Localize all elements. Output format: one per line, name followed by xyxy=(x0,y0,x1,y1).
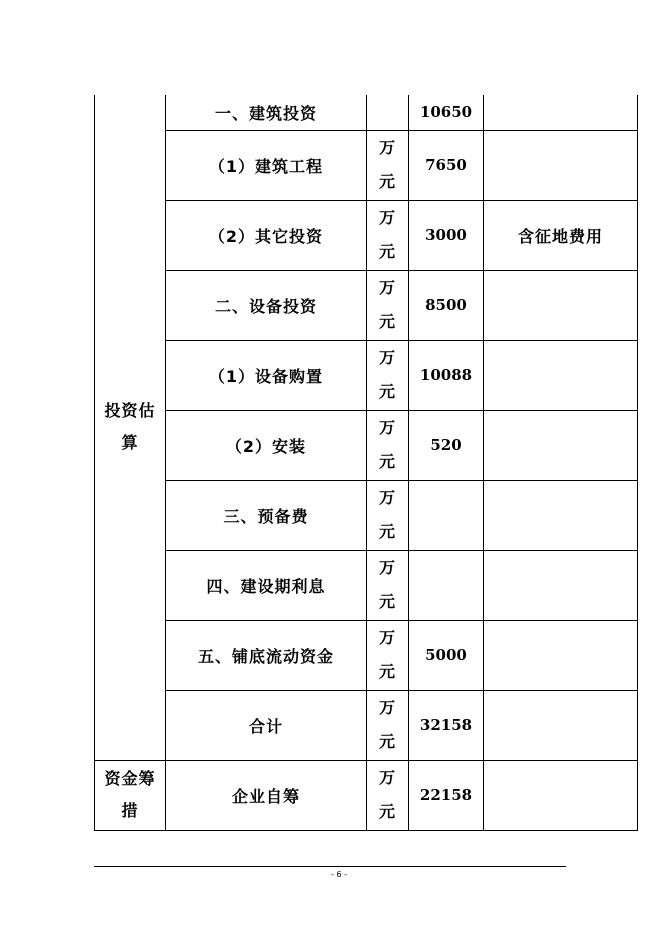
footer-divider xyxy=(94,866,566,867)
value-cell: 8500 xyxy=(409,270,484,340)
investment-table xyxy=(94,95,638,831)
unit-cell: 万元 xyxy=(367,690,409,760)
table-row xyxy=(95,410,638,480)
item-cell: 二、设备投资 xyxy=(166,270,367,340)
item-cell: 四、建设期利息 xyxy=(166,550,367,620)
unit-cell: 万元 xyxy=(367,480,409,550)
table-row xyxy=(95,270,638,340)
unit-cell: 万元 xyxy=(367,760,409,830)
value-cell: 10088 xyxy=(409,340,484,410)
table-row xyxy=(95,480,638,550)
item-cell: （2）其它投资 xyxy=(166,200,367,270)
unit-cell xyxy=(367,95,409,130)
item-cell: 三、预备费 xyxy=(166,480,367,550)
category-cell-investment: 投资估算 xyxy=(95,95,166,760)
item-cell: （1）设备购置 xyxy=(166,340,367,410)
unit-cell: 万元 xyxy=(367,550,409,620)
category-cell-funding: 资金筹措 xyxy=(95,760,166,830)
unit-cell: 万元 xyxy=(367,200,409,270)
item-cell: （2）安装 xyxy=(166,410,367,480)
page-number: - 6 - xyxy=(331,870,347,879)
item-cell: 一、建筑投资 xyxy=(166,95,367,130)
value-cell: 7650 xyxy=(409,130,484,200)
note-cell xyxy=(484,480,638,550)
table-row xyxy=(95,550,638,620)
value-cell: 520 xyxy=(409,410,484,480)
value-cell xyxy=(409,480,484,550)
item-cell: （1）建筑工程 xyxy=(166,130,367,200)
value-cell xyxy=(409,550,484,620)
value-cell: 22158 xyxy=(409,760,484,830)
item-cell: 企业自筹 xyxy=(166,760,367,830)
table-row xyxy=(95,690,638,760)
value-cell: 5000 xyxy=(409,620,484,690)
note-cell xyxy=(484,95,638,130)
item-cell: 合计 xyxy=(166,690,367,760)
note-cell: 含征地费用 xyxy=(484,200,638,270)
note-cell xyxy=(484,410,638,480)
value-cell: 10650 xyxy=(409,95,484,130)
unit-cell: 万元 xyxy=(367,130,409,200)
note-cell xyxy=(484,270,638,340)
note-cell xyxy=(484,690,638,760)
note-cell xyxy=(484,340,638,410)
table-row xyxy=(95,130,638,200)
value-cell: 32158 xyxy=(409,690,484,760)
table-row xyxy=(95,340,638,410)
table-row xyxy=(95,760,638,830)
unit-cell: 万元 xyxy=(367,270,409,340)
unit-cell: 万元 xyxy=(367,340,409,410)
item-cell: 五、铺底流动资金 xyxy=(166,620,367,690)
table-row xyxy=(95,200,638,270)
note-cell xyxy=(484,620,638,690)
table-row xyxy=(95,620,638,690)
note-cell xyxy=(484,130,638,200)
note-cell xyxy=(484,550,638,620)
table-row xyxy=(95,95,638,130)
note-cell xyxy=(484,760,638,830)
unit-cell: 万元 xyxy=(367,410,409,480)
value-cell: 3000 xyxy=(409,200,484,270)
unit-cell: 万元 xyxy=(367,620,409,690)
